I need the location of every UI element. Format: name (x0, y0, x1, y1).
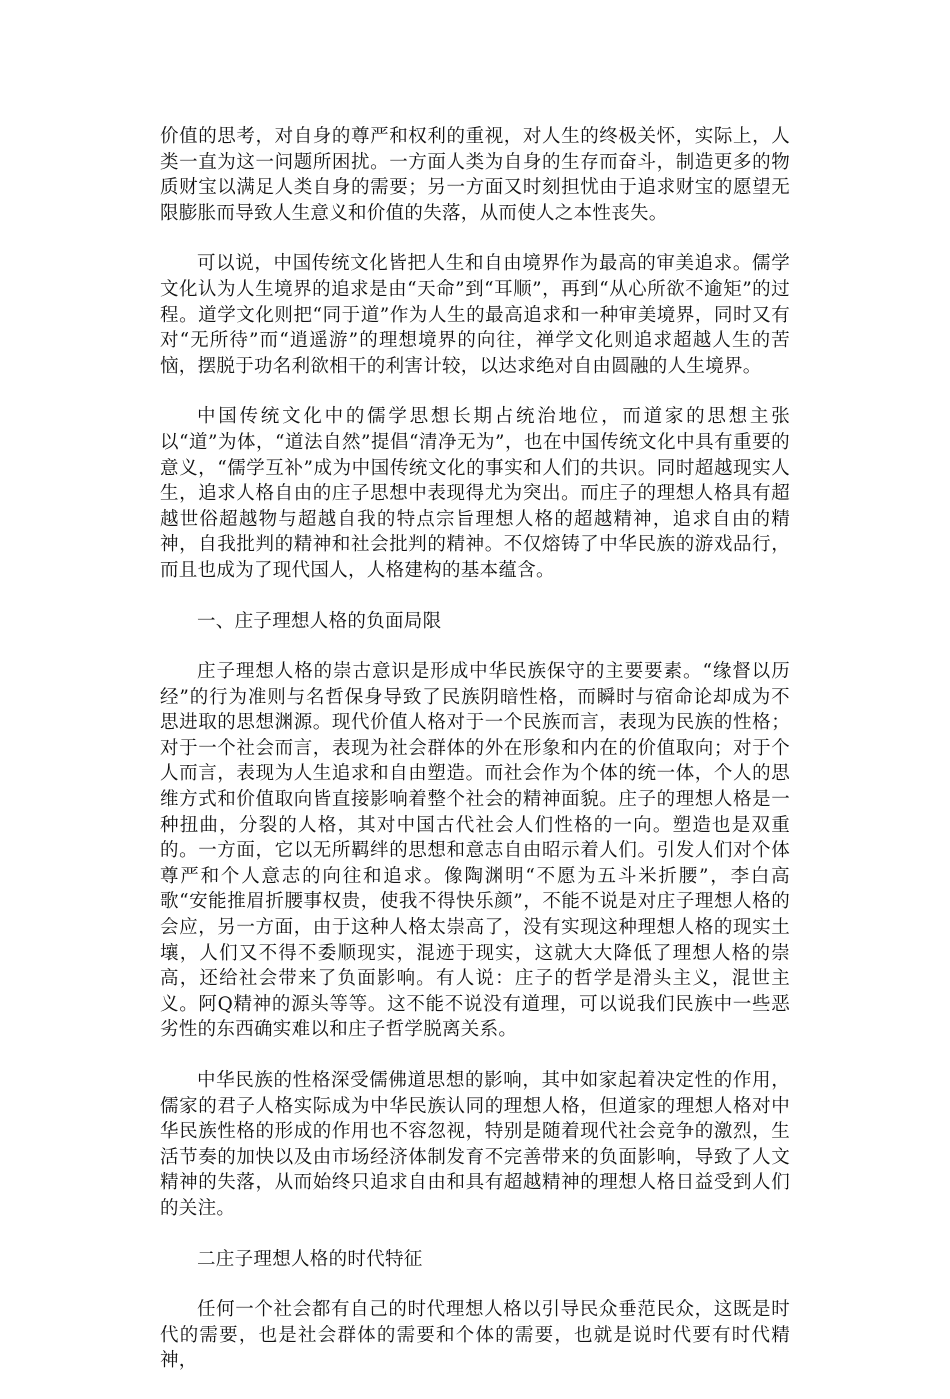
paragraph-6: 任何一个社会都有自己的时代理想人格以引导民众垂范民众，这既是时代的需要，也是社会群体的需要和个体的需要，也就是说时代要有时代精神， (160, 1299, 790, 1372)
document-page (160, 124, 790, 1399)
paragraph-3: 中国传统文化中的儒学思想长期占统治地位，而道家的思想主张以“道”为体，“道法自然”提倡“清净无为”，也在中国传统文化中具有重要的意义，“儒学互补”成为中国传统文化的事实和人们的共识。同时超越现实人生，追求人格自由的庄子思想中表现得尤为突出。而庄子的理想人格具有超越世俗超越物与超越自我的特点宗旨理想人格的超越精神，追求自由的精神，自我批判的精神和社会批判的精神。不仅熔铸了中华民族的游戏品行，而且也成为了现代国人，人格建构的基本蕴含。 (160, 406, 790, 581)
paragraph-5: 中华民族的性格深受儒佛道思想的影响，其中如家起着决定性的作用，儒家的君子人格实际成为中华民族认同的理想人格，但道家的理想人格对中华民族性格的形成的作用也不容忽视，特别是随着现代社会竞争的激烈，生活节奏的加快以及由市场经济体制发育不完善带来的负面影响，导致了人文精神的失落，从而始终只追求自由和具有超越精神的理想人格日益受到人们的关注。 (160, 1070, 790, 1219)
paragraph-2: 可以说，中国传统文化皆把人生和自由境界作为最高的审美追求。儒学文化认为人生境界的追求是由“天命”到“耳顺”，再到“从心所欲不逾矩”的过程。道学文化则把“同于道”作为人生的最高追求和一种审美境界，同时又有对“无所待”而“逍遥游”的理想境界的向往，禅学文化则追求超越人生的苦恼，摆脱于功名利欲相干的利害计较，以达求绝对自由圆融的人生境界。 (160, 253, 790, 377)
section-heading-1: 一、庄子理想人格的负面局限 (197, 610, 442, 632)
paragraph-1: 价值的思考，对自身的尊严和权利的重视，对人生的终极关怀，实际上，人类一直为这一问题所困扰。一方面人类为自身的生存而奋斗，制造更多的物质财宝以满足人类自身的需要；另一方面又时刻担忧由于追求财宝的愿望无限膨胀而导致人生意义和价值的失落，从而使人之本性丧失。 (160, 126, 790, 224)
section-heading-2: 二庄子理想人格的时代特征 (197, 1248, 423, 1270)
paragraph-4: 庄子理想人格的崇古意识是形成中华民族保守的主要要素。“缘督以历经”的行为准则与名哲保身导致了民族阴暗性格，而瞬时与宿命论却成为不思进取的思想渊源。现代价值人格对于一个民族而言，表现为民族的性格；对于一个社会而言，表现为社会群体的外在形象和内在的价值取向；对于个人而言，表现为人生追求和自由塑造。而社会作为个体的统一体，个人的思维方式和价值取向皆直接影响着整个社会的精神面貌。庄子的理想人格是一种扭曲，分裂的人格，其对中国古代社会人们性格的一向。塑造也是双重的。一方面，它以无所羁绊的思想和意志自由昭示着人们。引发人们对个体尊严和个人意志的向往和追求。像陶渊明“不愿为五斗米折腰”，李白高歌“安能推眉折腰事权贵，使我不得快乐颜”，不能不说是对庄子理想人格的会应，另一方面，由于这种人格太崇高了，没有实现这种理想人格的现实土壤，人们又不得不委顺现实，混迹于现实，这就大大降低了理想人格的崇高，还给社会带来了负面影响。有人说：庄子的哲学是滑头主义，混世主义。阿Q精神的源头等等。这不能不说没有道理，可以说我们民族中一些恶劣性的东西确实难以和庄子哲学脱离关系。 (160, 661, 790, 1041)
